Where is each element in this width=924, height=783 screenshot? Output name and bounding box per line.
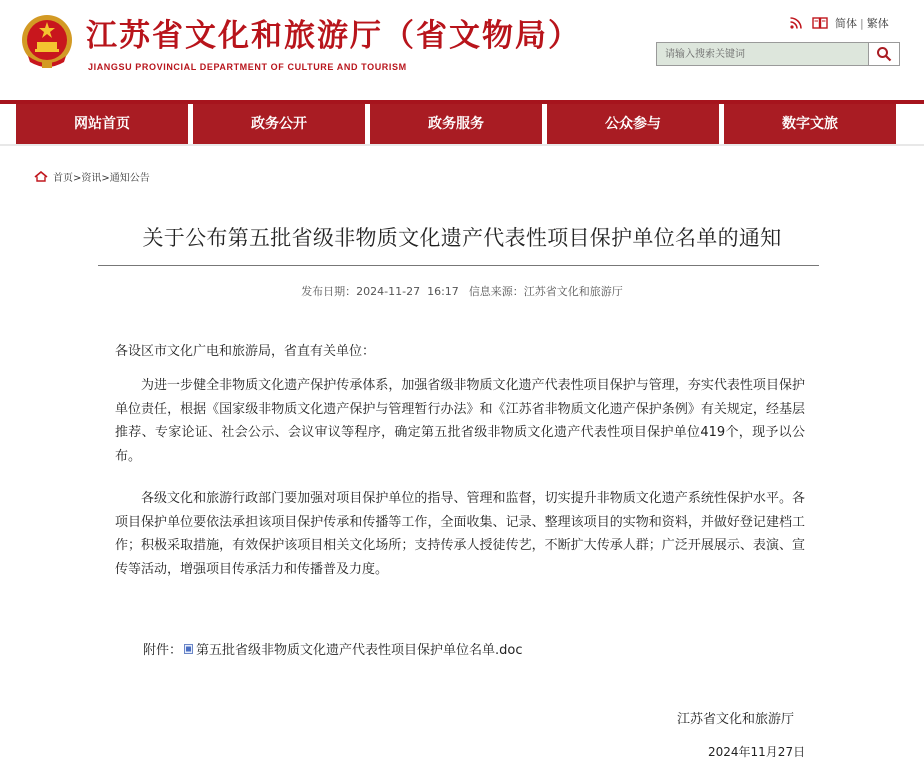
publish-date: 发布日期：2024-11-27 16:17 — [301, 285, 459, 298]
site-header — [0, 0, 924, 100]
attachment-label: 附件： — [143, 643, 183, 658]
book-icon[interactable] — [812, 17, 828, 29]
national-emblem-icon[interactable] — [20, 12, 74, 72]
article-meta — [0, 283, 924, 299]
nav-item-digital[interactable]: 数字文旅 — [724, 104, 896, 144]
search-icon — [876, 46, 892, 62]
main-nav — [16, 104, 896, 144]
salutation: 各设区市文化广电和旅游局，省直有关单位： — [115, 344, 376, 359]
attachment-link[interactable]: 第五批省级非物质文化遗产代表性项目保护单位名单.doc — [196, 643, 523, 658]
title-divider — [98, 265, 819, 266]
signature-date: 2024年11月27日 — [708, 745, 806, 759]
search-input[interactable] — [656, 42, 868, 66]
nav-item-gov-service[interactable]: 政务服务 — [370, 104, 542, 144]
lang-simplified-link[interactable]: 简体 — [835, 17, 857, 30]
info-source: 信息来源：江苏省文化和旅游厅 — [468, 285, 623, 298]
home-icon[interactable] — [34, 171, 48, 182]
attachment — [143, 639, 523, 658]
nav-item-home[interactable]: 网站首页 — [16, 104, 188, 144]
article-title: 关于公布第五批省级非物质文化遗产代表性项目保护单位名单的通知 — [142, 226, 782, 250]
doc-file-icon — [184, 644, 193, 654]
site-subtitle: JIANGSU PROVINCIAL DEPARTMENT OF CULTURE AND TOURISM — [88, 62, 407, 72]
signature: 江苏省文化和旅游厅 — [677, 712, 795, 727]
paragraph-2: 各级文化和旅游行政部门要加强对项目保护单位的指导、管理和监督，切实提升非物质文化遗产系统性保护水平。各项目保护单位要依法承担该项目保护传承和传播等工作，全面收集、记录、整理该项目的实物和资料，并做好登记建档工作；积极采取措施，有效保护该项目相关文化场所；支持传承人授徒传艺，不断扩大传承人群；广泛开展展示、表演、宣传等活动，增强项目传承活力和传播普及力度。 — [115, 491, 805, 578]
site-title[interactable]: 江苏省文化和旅游厅（省文物局） — [86, 18, 581, 54]
lang-traditional-link[interactable]: 繁体 — [866, 17, 889, 30]
nav-item-gov-info[interactable]: 政务公开 — [193, 104, 365, 144]
header-tools — [790, 15, 889, 31]
lang-separator: | — [860, 16, 864, 30]
nav-shadow — [0, 144, 924, 146]
search-button[interactable] — [868, 42, 900, 66]
nav-item-public[interactable]: 公众参与 — [547, 104, 719, 144]
search-box — [656, 42, 900, 66]
paragraph-1: 为进一步健全非物质文化遗产保护传承体系，加强省级非物质文化遗产代表性项目保护与管理，夯实代表性项目保护单位责任，根据《国家级非物质文化遗产保护与管理暂行办法》和《江苏省非物质文化遗产保护条例》有关规定，经基层推荐、专家论证、社会公示、会议审议等程序，确定第五批省级非物质文化遗产代表性项目保护单位419个，现予以公布。 — [115, 378, 805, 465]
rss-icon[interactable] — [790, 17, 802, 29]
breadcrumb-text[interactable]: 首页>资讯>通知公告 — [53, 173, 150, 184]
breadcrumb — [34, 169, 150, 184]
